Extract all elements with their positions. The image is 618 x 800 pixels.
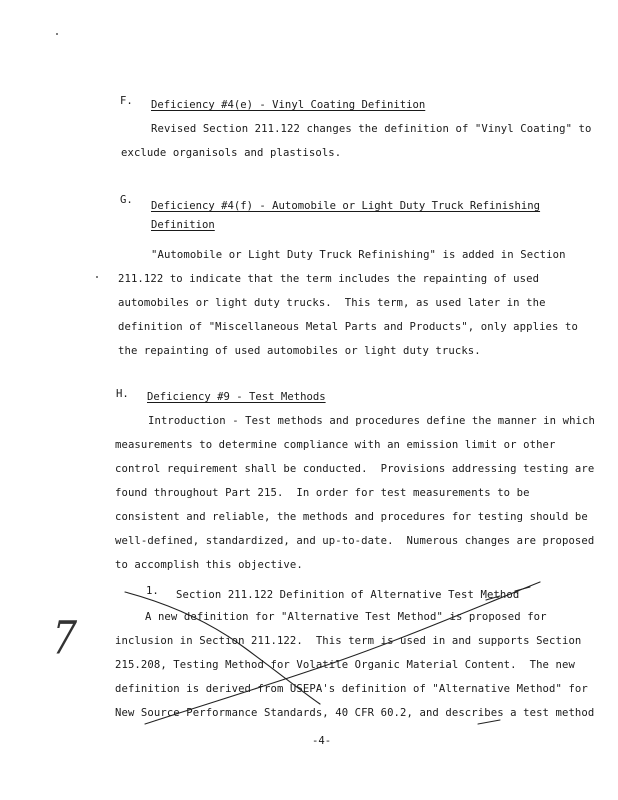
- section-h-line: well-defined, standardized, and up-to-date. Numerous changes are proposed: [115, 535, 595, 547]
- section-h-marker: H.: [116, 388, 129, 400]
- subsection-1-line: A new definition for "Alternative Test Method" is proposed for: [145, 611, 547, 623]
- subsection-1-line: 215.208, Testing Method for Volatile Organic Material Content. The new: [115, 659, 575, 671]
- section-h-heading: Deficiency #9 - Test Methods: [147, 391, 326, 403]
- section-g-line: 211.122 to indicate that the term includes the repainting of used: [118, 273, 540, 285]
- subsection-1-line: definition is derived from USEPA's definition of "Alternative Method" for: [115, 683, 588, 695]
- subsection-1-marker: 1.: [146, 585, 159, 597]
- section-h-line: measurements to determine compliance with an emission limit or other: [115, 439, 556, 451]
- section-g-line: definition of "Miscellaneous Metal Parts and Products", only applies to: [118, 321, 578, 333]
- margin-handwritten-mark: 7: [46, 611, 82, 665]
- subsection-1-line: New Source Performance Standards, 40 CFR 60.2, and describes a test method: [115, 707, 595, 719]
- subsection-1-line: inclusion in Section 211.122. This term is used in and supports Section: [115, 635, 582, 647]
- section-g-line: the repainting of used automobiles or light duty trucks.: [118, 345, 481, 357]
- section-h-line: control requirement shall be conducted. Provisions addressing testing are: [115, 463, 595, 475]
- section-g-line: automobiles or light duty trucks. This term, as used later in the: [118, 297, 546, 309]
- section-g-marker: G.: [120, 194, 133, 206]
- section-f-line: exclude organisols and plastisols.: [121, 147, 342, 159]
- page-number: -4-: [312, 735, 332, 747]
- section-g-heading-continued: Definition: [151, 219, 215, 231]
- section-h-line: consistent and reliable, the methods and procedures for testing should be: [115, 511, 588, 523]
- section-f-line: Revised Section 211.122 changes the definition of "Vinyl Coating" to: [151, 123, 592, 135]
- section-g-line: "Automobile or Light Duty Truck Refinishing" is added in Section: [151, 249, 566, 261]
- section-h-line: to accomplish this objective.: [115, 559, 303, 571]
- section-h-line: found throughout Part 215. In order for test measurements to be: [115, 487, 530, 499]
- scan-speck: [96, 276, 98, 278]
- scan-speck: [56, 33, 58, 35]
- section-f-marker: F.: [120, 95, 133, 107]
- subsection-1-heading: Section 211.122 Definition of Alternative Test Method: [176, 589, 520, 601]
- section-h-line: Introduction - Test methods and procedures define the manner in which: [148, 415, 595, 427]
- section-f-heading: Deficiency #4(e) - Vinyl Coating Definition: [151, 99, 426, 111]
- section-g-heading: Deficiency #4(f) - Automobile or Light Duty Truck Refinishing: [151, 200, 541, 212]
